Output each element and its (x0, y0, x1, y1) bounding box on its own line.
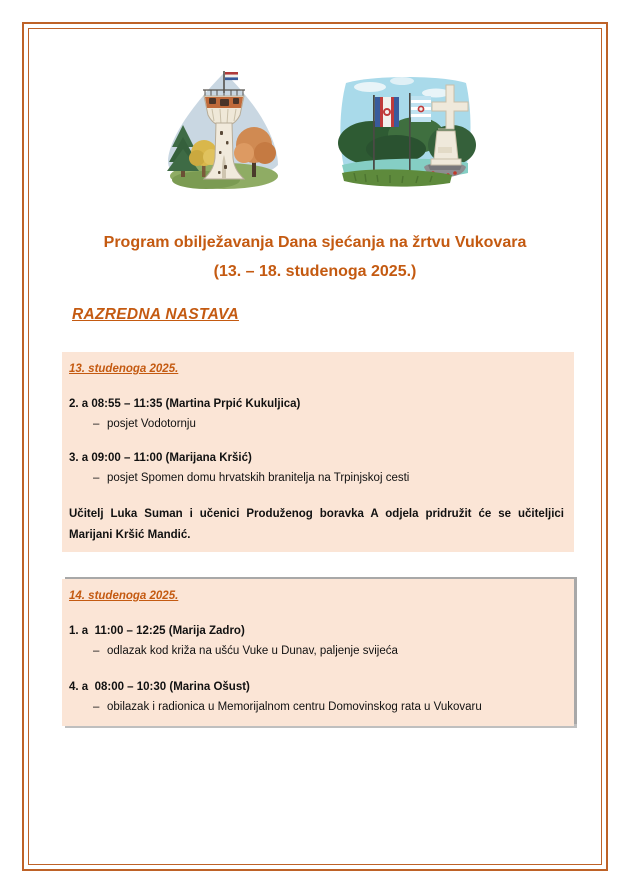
note-paragraph: Učitelj Luka Suman i učenici Produženog boravka A odjela pridružit će se učiteljici Marijani Kršić Mandić. (69, 508, 564, 541)
schedule-box-13-studenoga (62, 352, 574, 552)
entry-item-text: posjet Spomen domu hrvatskih branitelja na Trpinjskoj cesti (107, 472, 410, 484)
schedule-entry (69, 396, 566, 433)
dash-bullet: – (93, 701, 100, 713)
date-heading: 14. studenoga 2025. (69, 590, 179, 602)
title-line-2: (13. – 18. studenoga 2025.) (213, 263, 417, 280)
entry-item-text: posjet Vodotornju (107, 418, 196, 430)
schedule-entry (69, 450, 566, 487)
entry-item-text: obilazak i radionica u Memorijalnom centru Domovinskog rata u Vukovaru (107, 701, 482, 713)
vukovar-city-flag-icon (411, 96, 431, 122)
entry-title: 4. a 08:00 – 10:30 (Marina Ošust) (69, 681, 250, 693)
entry-title: 1. a 11:00 – 12:25 (Marija Zadro) (69, 625, 245, 637)
schedule-box-14-studenoga (62, 579, 574, 726)
entry-item (69, 416, 566, 433)
entry-item (69, 699, 566, 716)
entry-item (69, 643, 566, 660)
entry-item (69, 470, 566, 487)
water-tower-illustration (154, 63, 294, 203)
dash-bullet: – (93, 645, 100, 657)
header-illustrations (0, 62, 630, 204)
document-title (40, 228, 590, 286)
memorial-cross-illustration (332, 69, 477, 197)
dash-bullet: – (93, 418, 100, 430)
schedule-entry (69, 623, 566, 660)
entry-item-text: odlazak kod križa na ušću Vuke u Dunav, paljenje svijeća (107, 645, 398, 657)
entry-title: 3. a 09:00 – 11:00 (Marijana Kršić) (69, 452, 252, 464)
section-heading: RAZREDNA NASTAVA (72, 306, 239, 323)
croatian-flag-icon (375, 97, 399, 127)
dash-bullet: – (93, 472, 100, 484)
croatian-flag-icon (225, 72, 238, 80)
entry-title: 2. a 08:55 – 11:35 (Martina Prpić Kukuljica) (69, 398, 301, 410)
title-line-1: Program obilježavanja Dana sjećanja na žrtvu Vukovara (103, 234, 527, 251)
schedule-entry (69, 679, 566, 716)
date-heading: 13. studenoga 2025. (69, 363, 179, 375)
